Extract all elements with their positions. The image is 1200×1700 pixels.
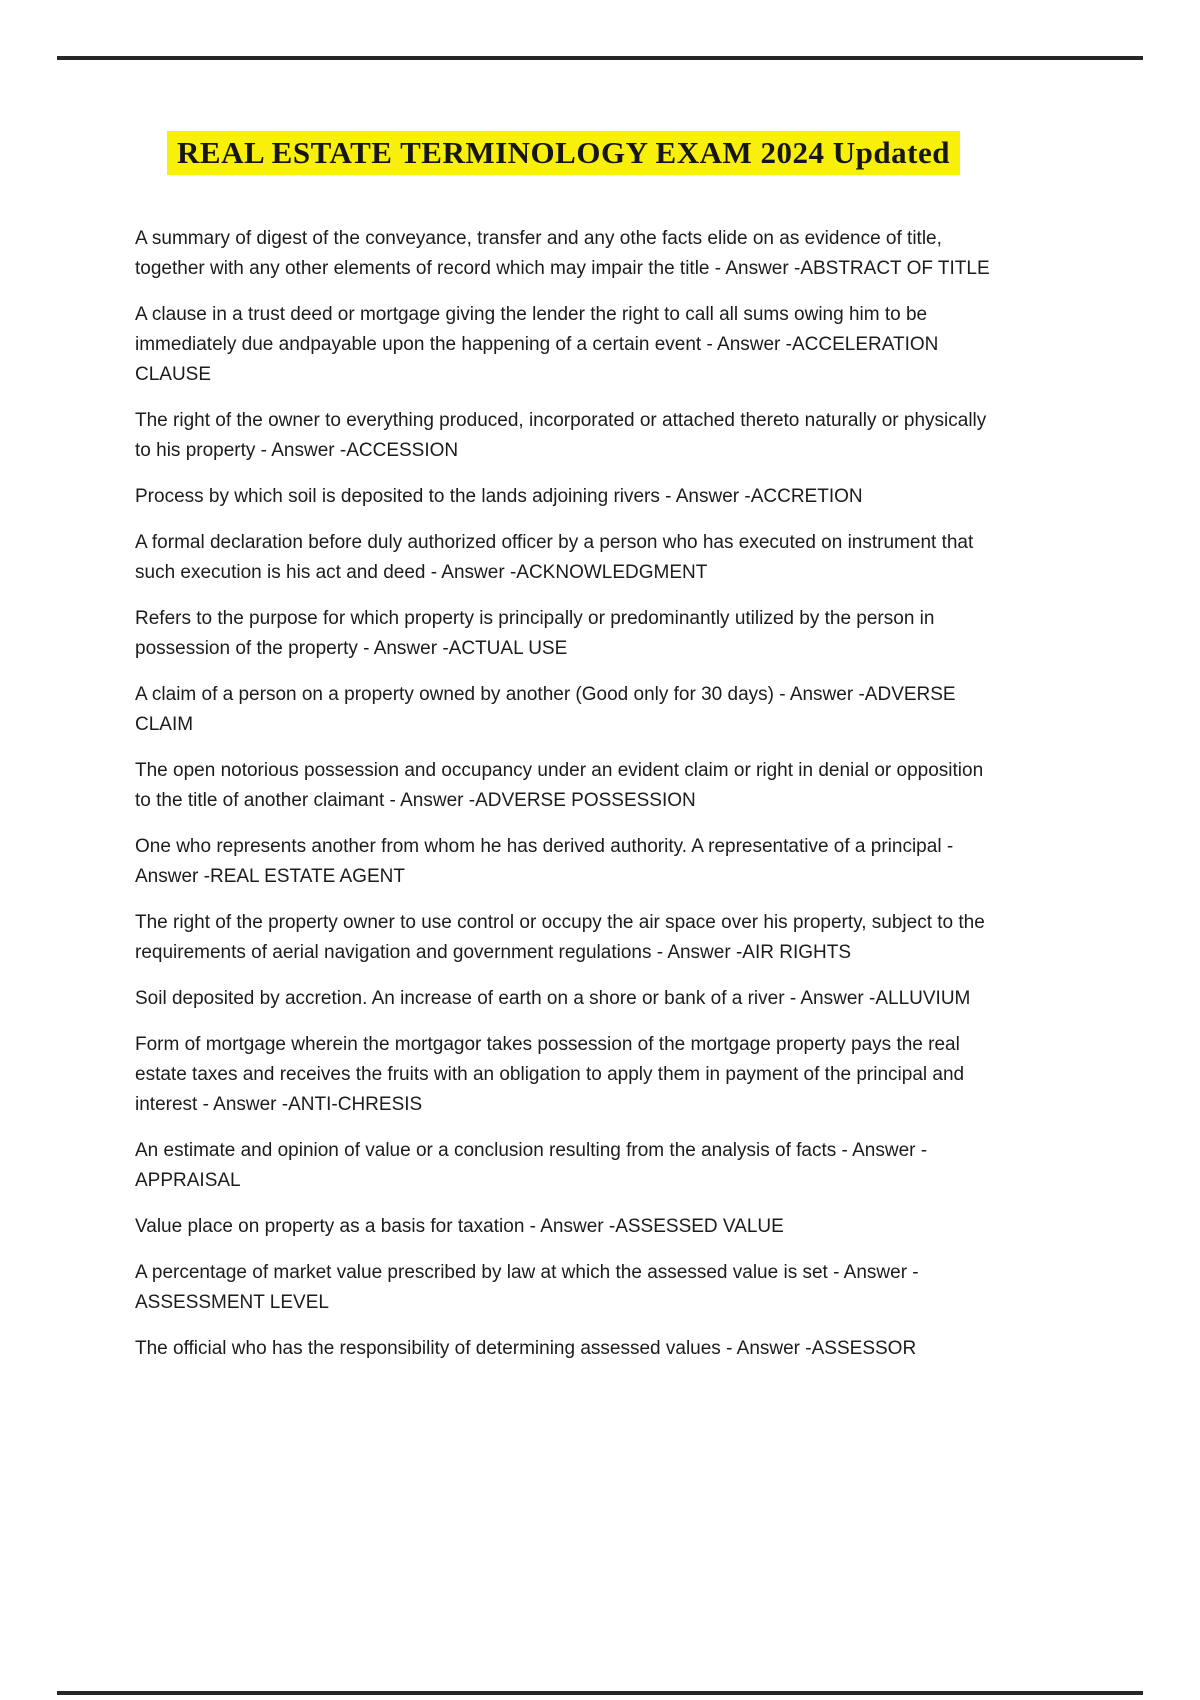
- answer-prefix: - Answer -: [709, 258, 801, 279]
- term-text: REAL ESTATE AGENT: [209, 866, 405, 887]
- definition-text: A claim of a person on a property owned by another (Good only for 30 days): [135, 684, 774, 705]
- qa-item: [135, 908, 992, 968]
- answer-prefix: - Answer -: [773, 684, 865, 705]
- term-text: ASSESSOR: [811, 1338, 917, 1359]
- definition-text: Soil deposited by accretion. An increase of earth on a shore or bank of a river: [135, 988, 785, 1009]
- answer-prefix: - Answer -: [784, 988, 876, 1009]
- definition-text: One who represents another from whom he has derived authority. A representative of a principal: [135, 836, 942, 857]
- qa-item: [135, 482, 992, 512]
- qa-item: [135, 1258, 992, 1318]
- definition-text: An estimate and opinion of value or a conclusion resulting from the analysis of facts: [135, 1140, 837, 1161]
- answer-prefix: - Answer -: [357, 638, 449, 659]
- definition-text: A formal declaration before duly authorized officer by a person who has executed on instrument that such execution is his act and deed: [135, 532, 974, 583]
- term-text: ACCESSION: [346, 440, 459, 461]
- qa-item: [135, 224, 992, 284]
- page-title: REAL ESTATE TERMINOLOGY EXAM 2024 Updated: [167, 131, 960, 175]
- answer-prefix: - Answer -: [524, 1216, 616, 1237]
- answer-prefix: - Answer -: [659, 486, 751, 507]
- title-row: [135, 131, 992, 175]
- term-text: ADVERSE CLAIM: [135, 684, 956, 735]
- definition-text: A summary of digest of the conveyance, transfer and any othe facts elide on as evidence of title, together with any other elements of record which may impair the title: [135, 228, 942, 279]
- document-body: [135, 0, 992, 1380]
- qa-item: [135, 528, 992, 588]
- answer-prefix: - Answer -: [701, 334, 792, 355]
- definition-text: Form of mortgage wherein the mortgagor takes possession of the mortgage property pays the real estate taxes and receives the fruits with an obligation to apply them in payment of the principal and interest: [135, 1034, 965, 1115]
- qa-item: [135, 984, 992, 1014]
- answer-prefix: - Answer -: [836, 1140, 928, 1161]
- definition-text: Process by which soil is deposited to the lands adjoining rivers: [135, 486, 660, 507]
- definition-text: The right of the owner to everything produced, incorporated or attached thereto naturally or physically to his property: [135, 410, 987, 461]
- answer-prefix: - Answer -: [827, 1262, 919, 1283]
- term-text: ASSESSED VALUE: [615, 1216, 784, 1237]
- qa-item: [135, 680, 992, 740]
- definition-text: Refers to the purpose for which property is principally or predominantly utilized by the person in possession of the property: [135, 608, 935, 659]
- definition-text: The official who has the responsibility of determining assessed values: [135, 1338, 721, 1359]
- term-text: ACCELERATION CLAUSE: [135, 334, 939, 385]
- answer-prefix: - Answer -: [197, 1094, 289, 1115]
- qa-item: [135, 756, 992, 816]
- answer-prefix: - Answer -: [135, 836, 954, 887]
- term-text: ACKNOWLEDGMENT: [516, 562, 708, 583]
- term-text: ASSESSMENT LEVEL: [135, 1292, 329, 1313]
- qa-item: [135, 406, 992, 466]
- qa-item: [135, 604, 992, 664]
- answer-prefix: - Answer -: [651, 942, 743, 963]
- definition-text: A clause in a trust deed or mortgage giving the lender the right to call all sums owing him to be immediately due andpayable upon the happening of a certain event: [135, 304, 928, 355]
- bottom-page-rule: [57, 1691, 1143, 1695]
- term-text: ALLUVIUM: [875, 988, 971, 1009]
- qa-item: [135, 1136, 992, 1196]
- qa-item: [135, 832, 992, 892]
- answer-prefix: - Answer -: [425, 562, 517, 583]
- term-text: AIR RIGHTS: [742, 942, 852, 963]
- qa-item: [135, 1212, 992, 1242]
- answer-prefix: - Answer -: [384, 790, 476, 811]
- answer-prefix: - Answer -: [255, 440, 347, 461]
- term-text: ACTUAL USE: [448, 638, 568, 659]
- qa-item: [135, 300, 992, 390]
- term-text: ADVERSE POSSESSION: [475, 790, 696, 811]
- answer-prefix: - Answer -: [720, 1338, 812, 1359]
- definition-text: The right of the property owner to use control or occupy the air space over his property, subject to the requirements of aerial navigation and government regulations: [135, 912, 985, 963]
- definition-text: The open notorious possession and occupancy under an evident claim or right in denial or opposition to the title of another claimant: [135, 760, 984, 811]
- term-text: APPRAISAL: [135, 1170, 241, 1191]
- qa-item: [135, 1334, 992, 1364]
- qa-item: [135, 1030, 992, 1120]
- definition-text: A percentage of market value prescribed by law at which the assessed value is set: [135, 1262, 828, 1283]
- term-text: ANTI-CHRESIS: [288, 1094, 423, 1115]
- definition-text: Value place on property as a basis for taxation: [135, 1216, 525, 1237]
- term-text: ABSTRACT OF TITLE: [800, 258, 990, 279]
- term-text: ACCRETION: [750, 486, 863, 507]
